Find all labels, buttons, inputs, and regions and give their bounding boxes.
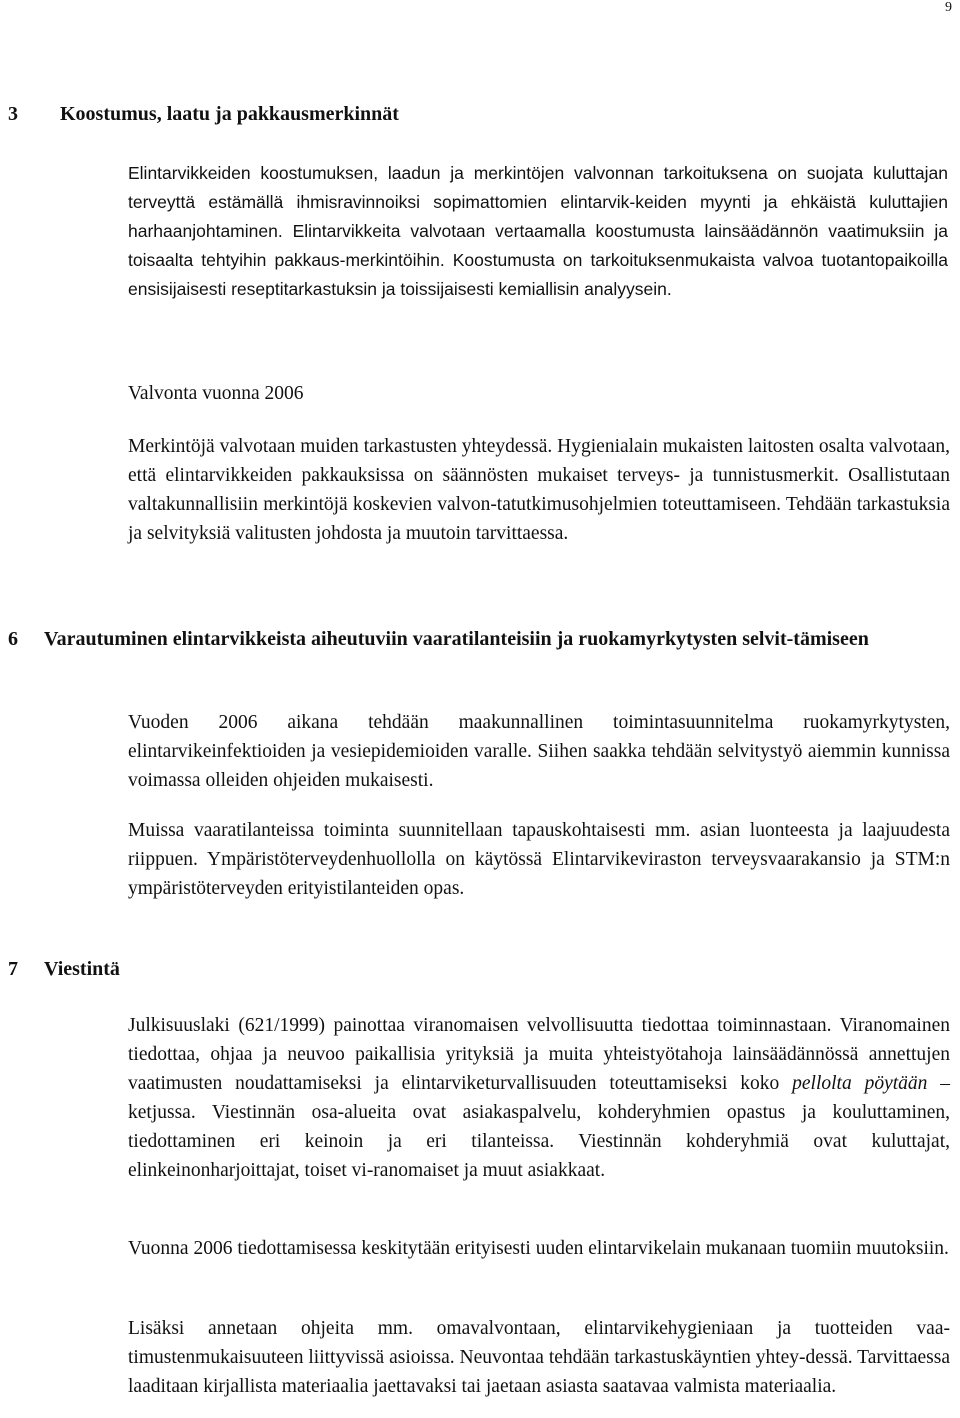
paragraph-text: Julkisuuslaki (621/1999) painottaa viranomaisen velvollisuutta tiedottaa toiminnastaan. Viranomainen tiedottaa, ohjaa ja neuvoo paikallisia yrityksiä ja muita yhteistyötahoja lainsäädännössä annettujen vaatimusten noudattamiseksi ja elintarviketurvallisuuden toteuttamiseksi koko: [128, 1015, 950, 1094]
section-title: Varautuminen elintarvikkeista aiheutuviin vaaratilanteisiin ja ruokamyrkytysten selvit-tämiseen: [44, 628, 869, 650]
section-number: 6: [8, 628, 18, 650]
section-7-paragraph-2: Vuonna 2006 tiedottamisessa keskitytään erityisesti uuden elintarvikelain mukanaan tuomiin muutoksiin.: [128, 1238, 949, 1259]
paragraph-text-2: Elintarvikkeita valvotaan vertaamalla koostumusta lainsäädännön vaatimuksiin ja toisaalta tehtyihin pakkaus-merkintöihin. Koostumusta on tarkoituksenmukaista valvoa tuotantopaikoilla ensisijaisesti reseptitarkastuksin ja toissijaisesti kemiallisin analyysein.: [128, 221, 948, 299]
section-6-paragraph-2: Muissa vaaratilanteissa toiminta suunnitellaan tapauskohtaisesti mm. asian luonteesta ja laajuudesta riippuen. Ympäristöterveydenhuollolla on käytössä Elintarvikeviraston terveysvaarakansio ja STM:n ympäristöterveyden erityistilanteiden opas.: [128, 820, 950, 899]
section-6-heading: [8, 625, 914, 654]
italic-phrase: pellolta pöytään: [792, 1073, 928, 1094]
section-3-paragraph: [128, 159, 948, 304]
section-title: Viestintä: [44, 958, 120, 980]
paragraph-text-1: Elintarvikkeiden koostumuksen, laadun ja merkintöjen valvonnan tarkoituksena on suojata kuluttajan terveyttä estämällä ihmisravinnoiksi sopimattomien elintarvik-keiden myynti ja ehkäistä kuluttajien harhaanjohtaminen.: [128, 163, 948, 241]
paragraph-text: –ketjussa. Viestinnän osa-alueita ovat asiakaspalvelu, kohderyhmien opastus ja kouluttaminen, tiedottaminen eri keinoin ja eri tilanteissa. Viestinnän kohderyhmiä ovat kuluttajat, elinkeinonharjoittajat, toiset vi-ranomaiset ja muut asiakkaat.: [128, 1073, 950, 1181]
page-number: 9: [945, 0, 952, 15]
section-6-paragraph-1: Vuoden 2006 aikana tehdään maakunnallinen toimintasuunnitelma ruokamyrkytysten, elintarvikeinfektioiden ja vesiepidemioiden varalle. Siihen saakka tehdään selvitystyö aiemmin kunnissa voimassa olleiden ohjeiden mukaisesti.: [128, 712, 950, 791]
section-7-paragraph-3: Lisäksi annetaan ohjeita mm. omavalvontaan, elintarvikehygieniaan ja tuotteiden vaa-timustenmukaisuuteen liittyvissä asioissa. Neuvontaa tehdään tarkastuskäyntien yhtey-dessä. Tarvittaessa laaditaan kirjallista materiaalia jaettavaksi tai jaetaan asiasta saatavaa valmista materiaalia.: [128, 1318, 950, 1397]
section-title: Koostumus, laatu ja pakkausmerkinnät: [60, 103, 399, 125]
section-number: 3: [8, 103, 18, 125]
section-7-heading: [8, 955, 924, 984]
subsection-paragraph: Merkintöjä valvotaan muiden tarkastusten yhteydessä. Hygienialain mukaisten laitosten osalta valvotaan, että elintarvikkeiden pakkauksissa on säännösten mukaiset terveys- ja tunnistusmerkit. Osallistutaan valtakunnallisiin merkintöjä koskevien valvon-tatutkimusohjelmien toteuttamiseen. Tehdään tarkastuksia ja selvityksiä valitusten johdosta ja muutoin tarvittaessa.: [128, 436, 950, 544]
section-number: 7: [8, 958, 18, 980]
section-3-heading: [8, 100, 940, 129]
section-7-paragraph-1: [128, 1011, 950, 1185]
subsection-title: Valvonta vuonna 2006: [128, 383, 304, 404]
